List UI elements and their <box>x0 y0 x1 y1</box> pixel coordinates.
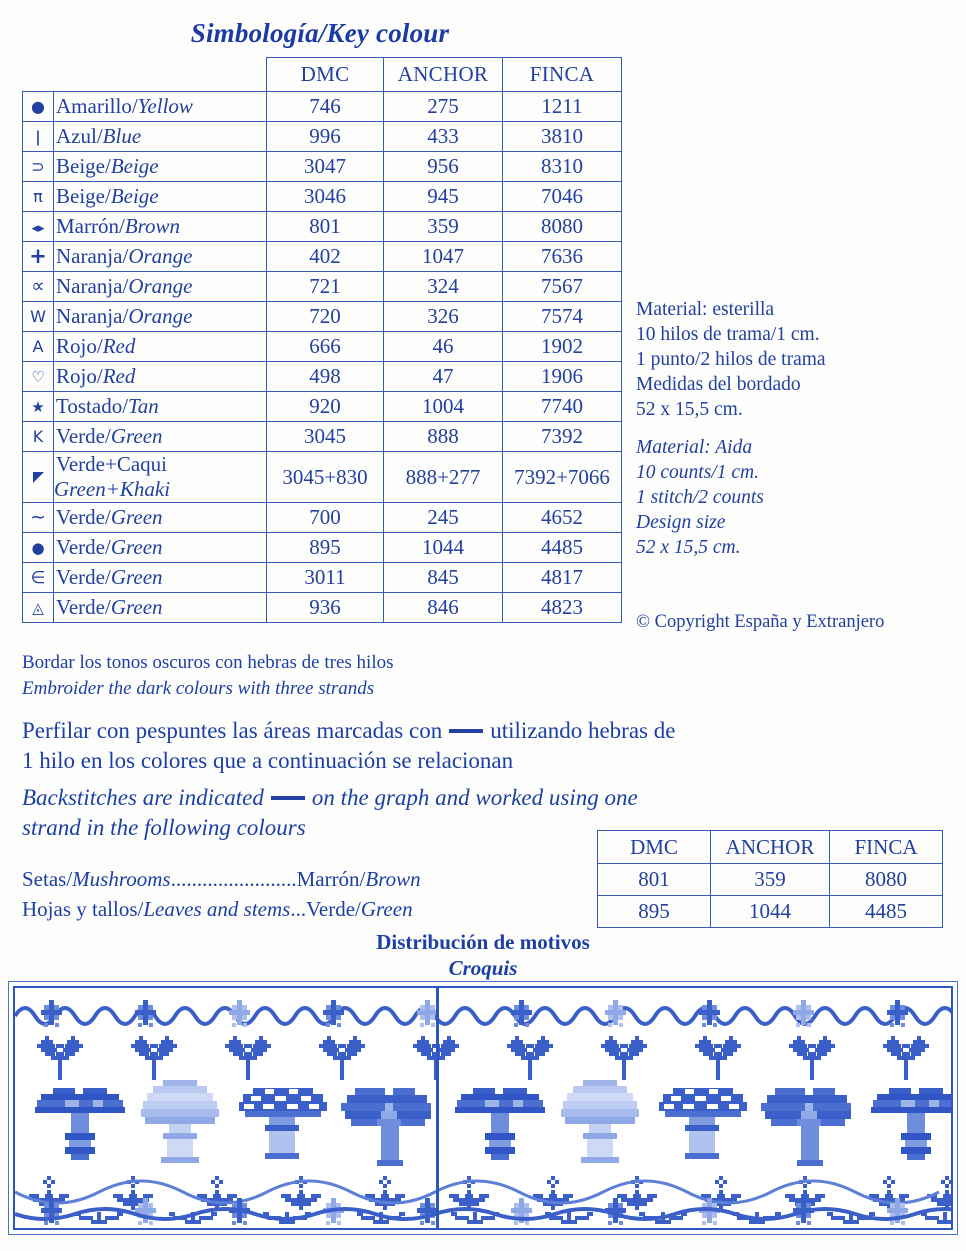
table-row <box>23 593 622 623</box>
dmc-cell: 3011 <box>267 563 384 593</box>
dmc-cell: 746 <box>267 92 384 122</box>
name-es: Verde <box>56 535 105 559</box>
backstitch-note-es <box>22 716 952 777</box>
anchor-cell: 845 <box>384 563 503 593</box>
colour-name-cell: Beige/Beige <box>54 152 267 182</box>
material-en-line5: 52 x 15,5 cm. <box>636 536 741 558</box>
name-en: Orange <box>128 304 193 328</box>
backstitch-en-part3: strand in the following colours <box>22 815 306 841</box>
name-en: Green <box>110 535 163 559</box>
mushroom-row <box>35 1080 953 1166</box>
finca-cell: 4652 <box>503 503 622 533</box>
finca-cell: 7392+7066 <box>503 452 622 503</box>
motif-panel-inner <box>13 986 953 1230</box>
name-es: Verde <box>56 505 105 529</box>
dmc-cell: 720 <box>267 302 384 332</box>
leader-dots: ........................ <box>170 867 297 891</box>
distribution-line2: Croquis <box>448 955 518 980</box>
label-es: Setas/ <box>22 867 73 891</box>
anchor-cell: 433 <box>384 122 503 152</box>
name-en: Yellow <box>137 94 193 118</box>
finca-cell: 3810 <box>503 122 622 152</box>
colour-name-cell: Verde/Green <box>54 563 267 593</box>
material-en-block <box>636 436 962 561</box>
name-en: Beige <box>110 154 159 178</box>
colour-name-cell: Rojo/Red <box>54 362 267 392</box>
dmc-cell: 895 <box>267 533 384 563</box>
name-es: Rojo <box>56 334 97 358</box>
table-row <box>598 896 943 928</box>
material-en-line2: 10 counts/1 cm. <box>636 461 759 483</box>
dmc-cell: 666 <box>267 332 384 362</box>
table-row <box>23 242 622 272</box>
material-es-line1: Material: esterilla <box>636 299 775 320</box>
name-es: Verde+Caqui <box>56 452 167 476</box>
anchor-cell: 1047 <box>384 242 503 272</box>
colour-name-cell <box>54 452 267 503</box>
header-finca: FINCA <box>503 58 622 92</box>
key-colour-table <box>22 57 622 623</box>
backstitch-es-part3: 1 hilo en los colores que a continuación se relacionan <box>22 748 514 774</box>
finca-cell: 7636 <box>503 242 622 272</box>
anchor-cell: 846 <box>384 593 503 623</box>
finca-cell: 1902 <box>503 332 622 362</box>
dmc-cell: 498 <box>267 362 384 392</box>
dmc-cell: 936 <box>267 593 384 623</box>
table-row <box>23 212 622 242</box>
distribution-heading <box>0 930 966 981</box>
name-es: Azul <box>56 124 97 148</box>
dark-tones-note <box>22 650 394 701</box>
name-es: Rojo <box>56 364 97 388</box>
colour-name-cell: Tostado/Tan <box>54 392 267 422</box>
label-es: Hojas y tallos/ <box>22 897 144 922</box>
motif-artwork <box>15 988 953 1230</box>
motif-panel <box>8 981 958 1235</box>
colour-name-cell: Verde/Green <box>54 593 267 623</box>
header-colour-name <box>54 58 267 92</box>
table-row <box>23 533 622 563</box>
triangle-symbol <box>23 452 54 503</box>
backstitch-es-part2: utilizando hebras de <box>490 718 676 743</box>
anchor-cell: 47 <box>384 362 503 392</box>
header-finca: FINCA <box>830 831 943 864</box>
colour-name-cell: Naranja/Orange <box>54 272 267 302</box>
backstitch-label-leaves <box>22 894 421 924</box>
repeat-divider <box>436 988 439 1228</box>
anchor-cell: 359 <box>384 212 503 242</box>
material-es-block <box>636 298 962 423</box>
superset-symbol: ⊃ <box>23 152 54 182</box>
finca-cell: 7740 <box>503 392 622 422</box>
material-en-line4: Design size <box>636 511 726 533</box>
anchor-cell: 46 <box>384 332 503 362</box>
colour-name-cell: Rojo/Red <box>54 332 267 362</box>
dmc-cell: 801 <box>598 864 711 896</box>
colour-name-cell: Azul/Blue <box>54 122 267 152</box>
table-row-combined <box>23 452 622 503</box>
colour-name-cell: Verde/Green <box>54 533 267 563</box>
table-row <box>23 392 622 422</box>
finca-cell: 7046 <box>503 182 622 212</box>
leader-dots: ... <box>290 897 307 922</box>
anchor-cell: 324 <box>384 272 503 302</box>
finca-cell: 7574 <box>503 302 622 332</box>
table-row <box>23 92 622 122</box>
star-symbol: ★ <box>23 392 54 422</box>
finca-cell: 4817 <box>503 563 622 593</box>
material-en-line1: Material: Aida <box>636 436 753 458</box>
label-en: Leaves and stems <box>143 897 291 922</box>
header-symbol <box>23 58 54 92</box>
material-info <box>636 298 962 574</box>
material-es-line5: 52 x 15,5 cm. <box>636 398 743 420</box>
table-row <box>23 503 622 533</box>
dmc-cell: 996 <box>267 122 384 152</box>
name-es: Verde <box>56 595 105 619</box>
table-row <box>23 422 622 452</box>
backstitch-header-row <box>598 831 943 864</box>
filled-circle-symbol: ● <box>23 533 54 563</box>
name-es: Marrón <box>56 214 119 238</box>
name-en: Red <box>102 334 136 358</box>
table-row <box>23 152 622 182</box>
dmc-cell: 402 <box>267 242 384 272</box>
backstitch-dash-icon <box>271 796 305 800</box>
material-es-line3: 1 punto/2 hilos de trama <box>636 348 826 370</box>
header-dmc: DMC <box>598 831 711 864</box>
tulip-row <box>37 1036 929 1080</box>
finca-cell: 1906 <box>503 362 622 392</box>
colour-es: Verde/ <box>306 897 361 922</box>
table-row <box>23 332 622 362</box>
finca-cell: 8080 <box>830 864 943 896</box>
colour-en: Green <box>360 897 413 922</box>
name-es: Verde <box>56 424 105 448</box>
table-row <box>23 302 622 332</box>
anchor-cell: 326 <box>384 302 503 332</box>
colour-name-cell: Naranja/Orange <box>54 302 267 332</box>
table-row <box>598 864 943 896</box>
header-anchor: ANCHOR <box>711 831 830 864</box>
name-en: Beige <box>110 184 159 208</box>
pi-symbol: π <box>23 182 54 212</box>
dmc-cell: 721 <box>267 272 384 302</box>
name-es: Beige <box>56 154 105 178</box>
dmc-cell: 801 <box>267 212 384 242</box>
finca-cell: 8080 <box>503 212 622 242</box>
colour-name-cell: Beige/Beige <box>54 182 267 212</box>
triangle-outline-symbol: ◬ <box>23 593 54 623</box>
header-anchor: ANCHOR <box>384 58 503 92</box>
name-en: Green <box>110 424 163 448</box>
anchor-cell: 1044 <box>711 896 830 928</box>
anchor-cell: 888+277 <box>384 452 503 503</box>
name-es: Verde <box>56 565 105 589</box>
colour-name-cell: Verde/Green <box>54 422 267 452</box>
plus-symbol: + <box>23 242 54 272</box>
backstitch-table <box>597 830 943 928</box>
dmc-cell: 3045 <box>267 422 384 452</box>
copyright-notice: © Copyright España y Extranjero <box>636 612 885 632</box>
a-symbol: A <box>23 332 54 362</box>
name-es: Tostado <box>56 394 123 418</box>
dmc-cell: 920 <box>267 392 384 422</box>
page-title: Simbología/Key colour <box>190 18 450 48</box>
finca-cell: 4823 <box>503 593 622 623</box>
colour-name-cell: Naranja/Orange <box>54 242 267 272</box>
name-es: Amarillo <box>56 94 132 118</box>
name-en: Red <box>102 364 136 388</box>
distribution-line1: Distribución de motivos <box>376 930 590 954</box>
anchor-cell: 888 <box>384 422 503 452</box>
name-es: Beige <box>56 184 105 208</box>
colour-name-cell: Marrón/Brown <box>54 212 267 242</box>
finca-cell: 7392 <box>503 422 622 452</box>
name-en: Green <box>110 565 163 589</box>
backstitch-labels <box>22 864 421 925</box>
finca-cell: 4485 <box>503 533 622 563</box>
dark-tones-en: Embroider the dark colours with three strands <box>22 677 375 699</box>
anchor-cell: 1044 <box>384 533 503 563</box>
table-header-row <box>23 58 622 92</box>
backstitch-dash-icon <box>449 729 483 733</box>
colour-en: Brown <box>365 867 421 891</box>
colour-name-cell: Verde/Green <box>54 503 267 533</box>
element-of-symbol: ∈ <box>23 563 54 593</box>
name-en: Tan <box>128 394 159 418</box>
anchor-cell: 359 <box>711 864 830 896</box>
table-row <box>23 272 622 302</box>
name-en: Green+Khaki <box>54 477 171 501</box>
colour-es: Marrón/ <box>296 867 366 891</box>
name-es: Naranja <box>56 304 123 328</box>
dmc-cell: 3045+830 <box>267 452 384 503</box>
backstitch-en-part2: on the graph and worked using one <box>311 785 638 810</box>
material-en-line3: 1 stitch/2 counts <box>636 486 764 508</box>
dot-symbol: ● <box>23 92 54 122</box>
backstitch-table-body <box>598 864 943 928</box>
material-es-line4: Medidas del bordado <box>636 373 801 395</box>
bowtie-symbol: ◂▸ <box>23 212 54 242</box>
finca-cell: 1211 <box>503 92 622 122</box>
label-en: Mushrooms <box>72 867 171 891</box>
finca-cell: 7567 <box>503 272 622 302</box>
anchor-cell: 275 <box>384 92 503 122</box>
name-es: Naranja <box>56 274 123 298</box>
finca-cell: 4485 <box>830 896 943 928</box>
key-table-body <box>23 92 622 623</box>
bar-symbol: ǀ <box>23 122 54 152</box>
tilde-symbol: ~ <box>23 503 54 533</box>
anchor-cell: 945 <box>384 182 503 212</box>
table-row <box>23 563 622 593</box>
anchor-cell: 1004 <box>384 392 503 422</box>
colour-name-cell: Amarillo/Yellow <box>54 92 267 122</box>
name-en: Green <box>110 595 163 619</box>
backstitch-label-mushrooms <box>22 864 421 894</box>
dmc-cell: 700 <box>267 503 384 533</box>
name-en: Brown <box>124 214 181 238</box>
heart-symbol: ♡ <box>23 362 54 392</box>
name-es: Naranja <box>56 244 123 268</box>
dmc-cell: 3047 <box>267 152 384 182</box>
dmc-cell: 3046 <box>267 182 384 212</box>
table-row <box>23 362 622 392</box>
backstitch-en-part1: Backstitches are indicated <box>22 785 264 810</box>
name-en: Green <box>110 505 163 529</box>
backstitch-es-part1: Perfilar con pespuntes las áreas marcadas con <box>22 718 443 743</box>
proportional-symbol: ∝ <box>23 272 54 302</box>
anchor-cell: 956 <box>384 152 503 182</box>
header-dmc: DMC <box>267 58 384 92</box>
dmc-cell: 895 <box>598 896 711 928</box>
w-symbol: W <box>23 302 54 332</box>
name-en: Orange <box>128 274 193 298</box>
name-en: Blue <box>102 124 142 148</box>
name-en: Orange <box>128 244 193 268</box>
finca-cell: 8310 <box>503 152 622 182</box>
anchor-cell: 245 <box>384 503 503 533</box>
table-row <box>23 182 622 212</box>
material-es-line2: 10 hilos de trama/1 cm. <box>636 323 820 345</box>
table-row <box>23 122 622 152</box>
dark-tones-es: Bordar los tonos oscuros con hebras de tres hilos <box>22 652 394 673</box>
kappa-symbol: Κ <box>23 422 54 452</box>
